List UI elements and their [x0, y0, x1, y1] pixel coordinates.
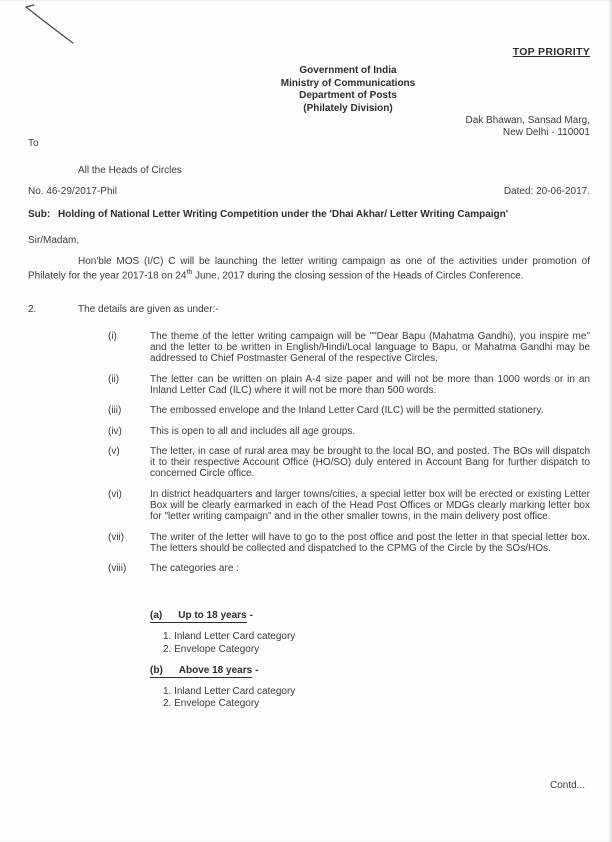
- list-item-marker: (vi): [108, 488, 122, 500]
- details-list: [108, 331, 590, 575]
- letterhead-line-4: (Philately Division): [303, 102, 393, 114]
- category-entry: 1. Inland Letter Card category: [163, 685, 296, 697]
- reference-row: [28, 186, 590, 197]
- list-item: [108, 426, 590, 437]
- list-item: [108, 331, 590, 365]
- category-entry: 2. Envelope Category: [163, 643, 260, 655]
- salutation: Sir/Madam,: [28, 234, 80, 246]
- category-header: [150, 665, 590, 678]
- priority-stamp: [28, 46, 590, 58]
- category-suffix: -: [249, 610, 253, 622]
- list-item-marker: (iii): [108, 405, 122, 417]
- category-block: [150, 665, 590, 709]
- list-item-text: The writer of the letter will have to go to the post office and post the letter in that special letter box. The letters should be collected and dispatched to the CPMG of the Circle by the SOs/HOs.: [150, 531, 590, 554]
- category-header-underlined: [150, 610, 247, 623]
- details-intro-text: The details are given as under:-: [78, 303, 219, 315]
- list-item-text: The embossed envelope and the Inland Letter Card (ILC) will be the permitted stationery.: [150, 405, 544, 417]
- category-entry: 1. Inland Letter Card category: [163, 631, 296, 643]
- subject-text: Holding of National Letter Writing Competition under the 'Dhai Akhar/ Letter Writing Campaign': [58, 209, 509, 220]
- letterhead: [106, 65, 590, 115]
- list-item: [108, 446, 590, 480]
- continued-marker: Contd...: [549, 780, 585, 791]
- letterhead-line-2: Ministry of Communications: [280, 77, 416, 89]
- list-item: [108, 532, 590, 555]
- category-title: Above 18 years: [178, 664, 253, 676]
- opening-paragraph-text: Hon'ble MOS (I/C) C will be launching the letter writing campaign as one of the activities under promotion of Philately for the year 2017-18 on 24: [28, 255, 590, 282]
- category-block: [150, 610, 590, 654]
- priority-label: TOP PRIORITY: [512, 46, 590, 58]
- list-item: [108, 374, 590, 397]
- pen-scribble-mark: [12, 2, 82, 52]
- recipient: All the Heads of Circles: [78, 165, 182, 176]
- list-item-marker: (v): [108, 445, 120, 457]
- list-item-text: In district headquarters and larger towns/cities, a special letter box will be erected or existing Letter Box will be clearly earmarked in each of the Head Post Offices or MDGs clearly marking letter box for "letter writing campaign" and in the other smaller towns, in the main delivery post office.: [150, 488, 590, 523]
- subject-line: [28, 209, 590, 221]
- list-item-text: The categories are :: [150, 563, 239, 575]
- list-item-text: The theme of the letter writing campaign will be ""Dear Bapu (Mahatma Gandhi), you inspire me" and the letter to be written in English/Hindi/Local language to Bapu, or Mahatma Gandhi may be addressed to Chief Postmaster General of the respective Circles.: [150, 330, 590, 365]
- ordinal-superscript: th: [186, 269, 193, 277]
- subject-label: Sub:: [28, 209, 51, 220]
- list-item: [108, 405, 590, 416]
- list-item-marker: (viii): [108, 563, 127, 575]
- category-title: Up to 18 years: [178, 610, 247, 622]
- details-intro-number: 2.: [28, 303, 37, 315]
- document-content: [0, 46, 612, 709]
- list-item-text: The letter can be written on plain A-4 size paper and will not be more than 1000 words or in an Inland Letter Cad (ILC) where it will not be more than 500 words.: [150, 373, 590, 396]
- list-item-marker: (iv): [108, 425, 122, 437]
- to-label: To: [28, 138, 39, 149]
- list-item: [108, 489, 590, 523]
- category-entry: 2. Envelope Category: [163, 697, 260, 709]
- category-header-underlined: [150, 665, 252, 678]
- list-item-text: The letter, in case of rural area may be brought to the local BO, and posted. The BOs will dispatch it to their respective Account Office (HO/SO) duly entered in Account Bang for further dispatch to concerned Circle office.: [150, 445, 590, 480]
- list-item-text: This is open to all and includes all age groups.: [150, 425, 356, 437]
- date: Dated: 20-06-2017.: [503, 186, 590, 197]
- opening-paragraph-text-cont: June, 2017 during the closing session of the Heads of Circles Conference.: [192, 270, 524, 282]
- category-header: [150, 610, 590, 623]
- sender-address: [28, 115, 590, 138]
- list-item-marker: (i): [108, 330, 117, 342]
- category-marker: (a): [150, 610, 163, 622]
- letterhead-line-1: Government of India: [299, 65, 397, 76]
- list-item-marker: (vii): [108, 531, 125, 543]
- category-suffix: -: [255, 664, 259, 676]
- details-intro: [28, 304, 590, 315]
- letterhead-line-3: Department of Posts: [299, 90, 397, 101]
- list-item-marker: (ii): [108, 373, 120, 385]
- sender-address-line-1: Dak Bhawan, Sansad Marg,: [465, 115, 590, 126]
- sender-address-line-2: New Delhi - 110001: [502, 126, 590, 138]
- list-item: [108, 563, 590, 574]
- category-section: [150, 610, 590, 709]
- category-marker: (b): [150, 664, 163, 676]
- reference-number: No. 46-29/2017-Phil: [28, 186, 117, 197]
- opening-paragraph: [28, 256, 590, 282]
